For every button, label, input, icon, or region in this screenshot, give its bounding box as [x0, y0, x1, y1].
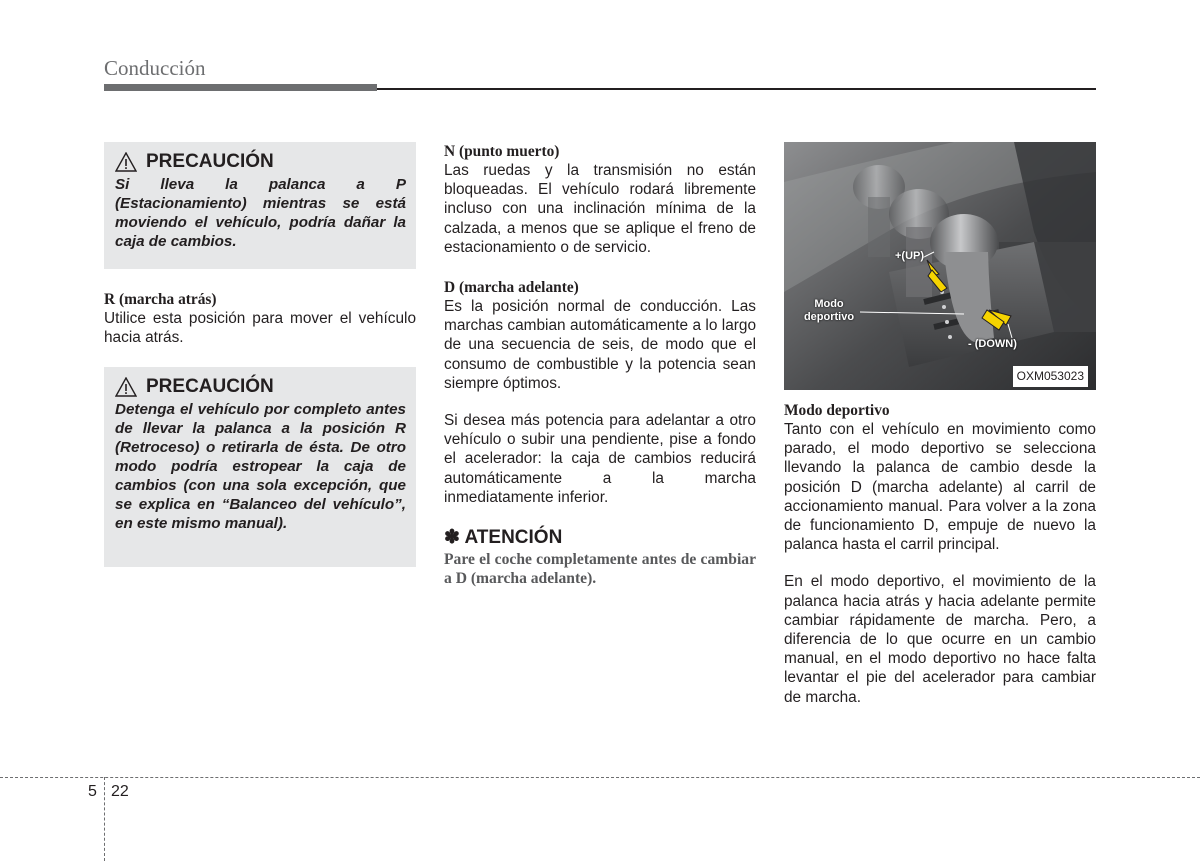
caution-box-1 — [104, 142, 416, 269]
column-3 — [784, 142, 1096, 707]
caution-body-1: Si lleva la palanca a P (Estacionamiento) mientras se está moviendo el vehículo, podría dañar la caja de cambios. — [115, 176, 406, 250]
figure-label-down: - (DOWN) — [968, 338, 1017, 350]
sport-mode-heading: Modo deportivo — [784, 402, 890, 419]
warning-triangle-icon — [115, 377, 137, 397]
caution-title-2: PRECAUCIÓN — [146, 376, 274, 398]
chapter-number: 5 — [88, 783, 97, 800]
n-heading: N (punto muerto) — [444, 143, 560, 160]
r-text: Utilice esta posición para mover el vehículo hacia atrás. — [104, 310, 416, 347]
figure-code: OXM053023 — [1013, 366, 1088, 387]
header-rule-thick — [104, 84, 377, 91]
caution-title-1: PRECAUCIÓN — [146, 151, 274, 172]
gear-shift-figure — [784, 142, 1096, 390]
gear-shift-illustration — [784, 142, 1096, 390]
warning-triangle-icon — [115, 152, 137, 172]
footer-dashed-divider — [104, 777, 105, 861]
figure-label-up: +(UP) — [895, 250, 925, 262]
column-1 — [104, 142, 416, 567]
r-heading: R (marcha atrás) — [104, 291, 217, 308]
notice-title: ✽ ATENCIÓN — [444, 527, 563, 549]
header-rule-thin — [377, 88, 1096, 90]
n-text: Las ruedas y la transmisión no están bloqueadas. El vehículo rodará libremente incluso con una inclinación mínima de la calzada, a menos que se aplique el freno de estacionamiento o de servicio. — [444, 162, 756, 256]
d-heading: D (marcha adelante) — [444, 279, 579, 297]
caution-box-2 — [104, 367, 416, 567]
notice-body: Pare el coche completamente antes de cambiar a D (marcha adelante). — [444, 551, 756, 588]
figure-label-sport-mode: Modo deportivo — [803, 298, 855, 323]
caution-body-2: Detenga el vehículo por completo antes de llevar la palanca a la posición R (Retroceso) o retirarla de ésta. De otro modo podría estropear la caja de cambios (con una sola excepción, que se explica en “Balanceo del vehículo”, en este mismo manual). — [115, 401, 406, 533]
page-number: 22 — [111, 783, 129, 800]
column-2 — [444, 142, 756, 588]
sport-mode-text-2: En el modo deportivo, el movimiento de la palanca hacia atrás y hacia adelante permite cambiar rápidamente de marcha. Pero, a diferencia de lo que ocurre en un cambio manual, en el modo deportivo no hace falta levantar el pie del acelerador para cambiar de marcha. — [784, 573, 1096, 706]
d-text-2: Si desea más potencia para adelantar a otro vehículo o subir una pendiente, pise a fondo el acelerador: la caja de cambios reducirá automáticamente a la marcha inmediatamente inferior. — [444, 412, 756, 506]
footer-dashed-rule — [0, 777, 1200, 778]
page-header-title: Conducción — [104, 56, 206, 80]
d-text-1: Es la posición normal de conducción. Las marchas cambian automáticamente a lo largo de una secuencia de seis, de modo que el consumo de combustible y la potencia sean siempre óptimos. — [444, 298, 756, 392]
sport-mode-text-1: Tanto con el vehículo en movimiento como parado, el modo deportivo se selecciona llevando la palanca de cambio desde la posición D (marcha adelante) al carril de accionamiento manual. Para volver a la zona de funcionamiento D, empuje de nuevo la palanca hasta el carril principal. — [784, 421, 1096, 554]
